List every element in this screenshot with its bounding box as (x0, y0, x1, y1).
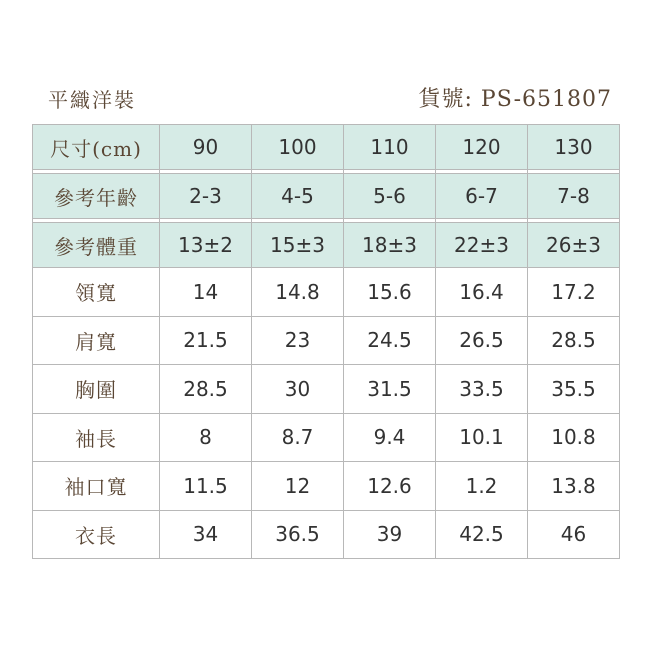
table-row (33, 316, 620, 365)
age-cell: 7-8 (528, 174, 620, 219)
weight-row-label: 參考體重 (33, 223, 160, 268)
value-cell: 14.8 (252, 268, 344, 317)
weight-cell: 22±3 (436, 223, 528, 268)
item-number: 貨號: PS-651807 (418, 87, 612, 112)
table-row (33, 268, 620, 317)
value-cell: 8 (160, 413, 252, 462)
value-cell: 42.5 (436, 510, 528, 559)
size-cell: 90 (160, 125, 252, 170)
size-cell: 130 (528, 125, 620, 170)
value-cell: 35.5 (528, 365, 620, 414)
value-cell: 10.8 (528, 413, 620, 462)
value-cell: 21.5 (160, 316, 252, 365)
value-cell: 16.4 (436, 268, 528, 317)
age-row (33, 174, 620, 219)
table-row (33, 413, 620, 462)
age-cell: 5-6 (344, 174, 436, 219)
value-cell: 23 (252, 316, 344, 365)
value-cell: 17.2 (528, 268, 620, 317)
value-cell: 11.5 (160, 462, 252, 511)
value-cell: 28.5 (160, 365, 252, 414)
table-row (33, 462, 620, 511)
weight-cell: 15±3 (252, 223, 344, 268)
value-cell: 31.5 (344, 365, 436, 414)
product-category-title: 平織洋裝 (48, 88, 136, 112)
value-cell: 34 (160, 510, 252, 559)
value-cell: 26.5 (436, 316, 528, 365)
row-label: 衣長 (33, 510, 160, 559)
value-cell: 8.7 (252, 413, 344, 462)
size-cell: 110 (344, 125, 436, 170)
value-cell: 33.5 (436, 365, 528, 414)
weight-cell: 26±3 (528, 223, 620, 268)
age-cell: 6-7 (436, 174, 528, 219)
weight-cell: 13±2 (160, 223, 252, 268)
size-row-label: 尺寸(cm) (33, 125, 160, 170)
size-cell: 120 (436, 125, 528, 170)
row-label: 肩寬 (33, 316, 160, 365)
value-cell: 10.1 (436, 413, 528, 462)
value-cell: 15.6 (344, 268, 436, 317)
value-cell: 1.2 (436, 462, 528, 511)
row-label: 胸圍 (33, 365, 160, 414)
size-cell: 100 (252, 125, 344, 170)
row-label: 袖長 (33, 413, 160, 462)
value-cell: 12 (252, 462, 344, 511)
value-cell: 28.5 (528, 316, 620, 365)
value-cell: 39 (344, 510, 436, 559)
row-label: 領寬 (33, 268, 160, 317)
age-cell: 4-5 (252, 174, 344, 219)
value-cell: 9.4 (344, 413, 436, 462)
age-cell: 2-3 (160, 174, 252, 219)
value-cell: 12.6 (344, 462, 436, 511)
size-row (33, 125, 620, 170)
value-cell: 13.8 (528, 462, 620, 511)
table-row (33, 510, 620, 559)
table-row (33, 365, 620, 414)
value-cell: 14 (160, 268, 252, 317)
value-cell: 30 (252, 365, 344, 414)
value-cell: 36.5 (252, 510, 344, 559)
age-row-label: 參考年齡 (33, 174, 160, 219)
value-cell: 46 (528, 510, 620, 559)
row-label: 袖口寬 (33, 462, 160, 511)
value-cell: 24.5 (344, 316, 436, 365)
weight-row (33, 223, 620, 268)
weight-cell: 18±3 (344, 223, 436, 268)
size-chart-table (32, 124, 620, 559)
